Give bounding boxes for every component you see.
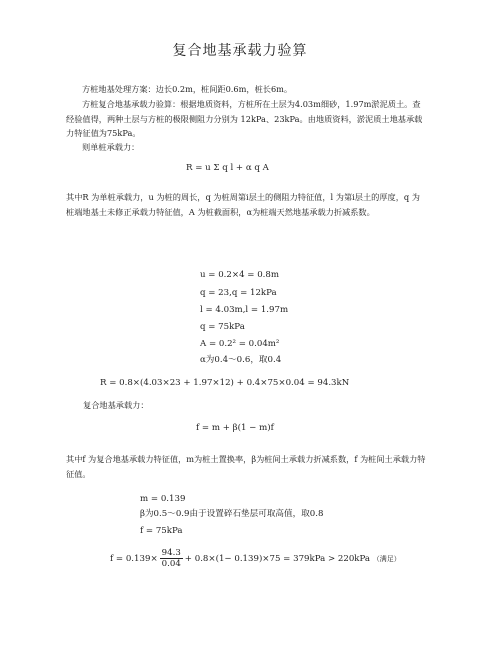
- equation-final-left: f = 0.139×: [110, 554, 158, 564]
- value-line: q = 75kPa: [200, 322, 245, 332]
- paragraph-composite: 复合地基承载力：: [83, 400, 149, 410]
- satisfied-note: （满足）: [372, 555, 401, 563]
- fraction-denominator: 0.04: [161, 559, 181, 569]
- value-line: l = 4.03m,l = 1.97m: [200, 305, 289, 315]
- fraction-numerator: 94.3: [161, 548, 181, 558]
- paragraph-single-pile: 则单桩承载力：: [82, 142, 140, 152]
- value-line: u = 0.2×4 = 0.8m: [200, 270, 280, 280]
- value-line: A = 0.2² = 0.04m²: [200, 339, 280, 349]
- value-line: m = 0.139: [140, 494, 186, 504]
- value-line: β为0.5～0.9由于设置碎石垫层可取高值，取0.8: [140, 509, 324, 519]
- paragraph-verification: 方桩复合地基承载力验算：根据地质资料，方桩所在土层为4.03m细砂，1.97m淤泥质土。查经验值得，两种土层与方桩的极限侧阻力分别为 12kPa、23kPa。由地质资料，淤泥质土地基承载力特征值为75kPa。: [66, 99, 423, 138]
- value-line: q = 23,q = 12kPa: [200, 288, 277, 298]
- paragraph-scheme: 方桩地基处理方案：边长0.2m，桩间距0.6m，桩长6m。: [82, 84, 293, 94]
- paragraph-composite-definitions: 其中f 为复合地基承载力特征值，m为桩土置换率，β为桩间土承载力折减系数，f 为桩间土承载力特征值。: [66, 454, 426, 479]
- page-title: 复合地基承载力验算: [172, 43, 308, 59]
- equation-single-pile: R = u Σ q l + α q A: [186, 163, 269, 173]
- equation-final-fraction: [160, 548, 183, 569]
- value-line: f = 75kPa: [140, 526, 183, 536]
- equation-final: [110, 548, 401, 569]
- equation-pile-capacity: R = 0.8×(4.03×23 + 1.97×12) + 0.4×75×0.04 = 94.3kN: [100, 378, 350, 388]
- equation-composite: [196, 423, 274, 434]
- value-line: α为0.4～0.6，取0.4: [200, 355, 282, 365]
- equation-final-right: + 0.8×(1− 0.139)×75 = 379kPa > 220kPa: [184, 554, 371, 564]
- paragraph-definitions: 其中R 为单桩承载力，u 为桩的周长，q 为桩周第i层土的侧阻力特征值，l 为第i层土的厚度，q 为桩端地基土未修正承载力特征值，A 为桩截面积，α为桩端天然地基承载力折减系数。: [66, 192, 420, 217]
- equation-composite-text: f = m + β(1 − m)f: [196, 423, 274, 433]
